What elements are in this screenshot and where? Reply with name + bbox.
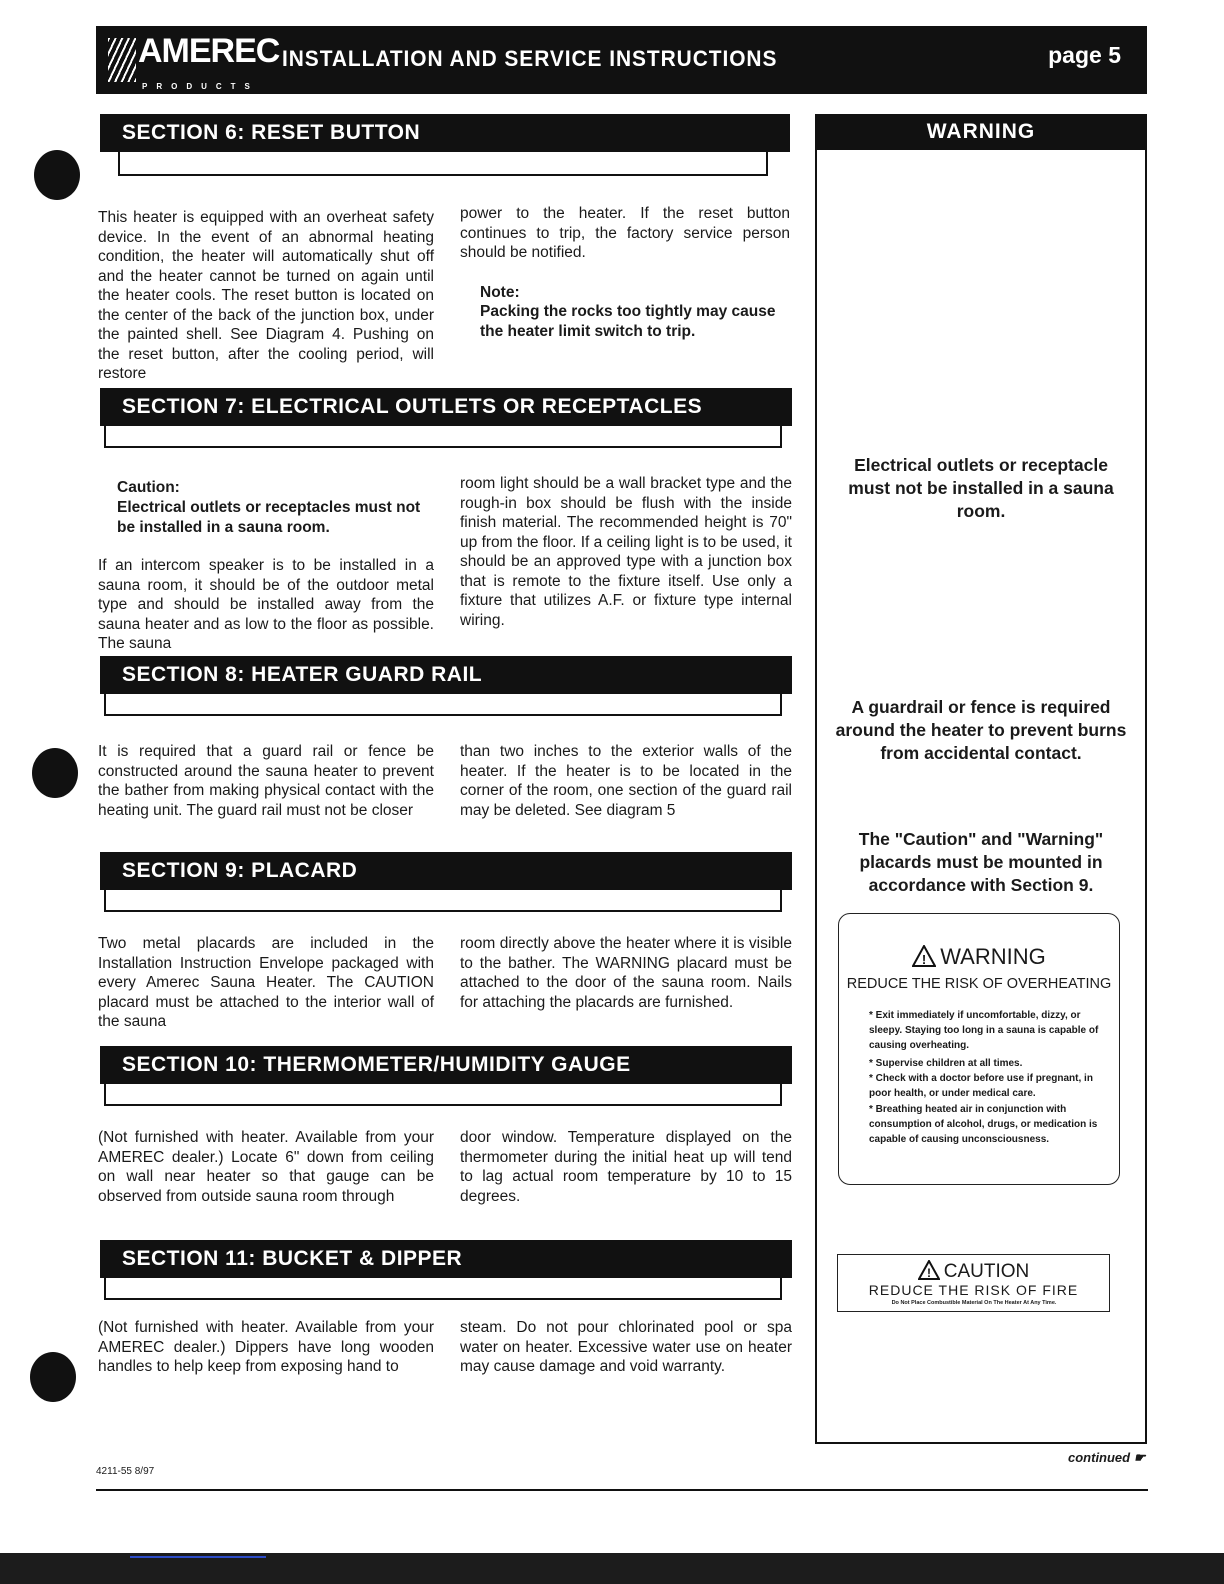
warning-placard-title: WARNING	[940, 944, 1046, 969]
caution-placard	[837, 1254, 1110, 1312]
section-7-caution-label: Caution:	[117, 479, 180, 496]
logo-text: AMEREC	[138, 32, 280, 70]
warning-placard	[838, 913, 1120, 1185]
warning-placard-subtitle: REDUCE THE RISK OF OVERHEATING	[846, 976, 1112, 992]
section-9-header: SECTION 9: PLACARD	[100, 852, 792, 890]
section-7-header: SECTION 7: ELECTRICAL OUTLETS OR RECEPTACLES	[100, 388, 792, 426]
binder-hole	[34, 150, 80, 200]
continued-text: continued	[1068, 1450, 1131, 1465]
page-header	[96, 26, 1147, 94]
continued-label	[1068, 1450, 1145, 1466]
section-10-header: SECTION 10: THERMOMETER/HUMIDITY GAUGE	[100, 1046, 792, 1084]
caution-triangle-icon	[918, 1260, 940, 1280]
section-10-rule	[104, 1082, 782, 1106]
svg-text:!: !	[926, 1266, 931, 1280]
section-8-rule	[104, 692, 782, 716]
section-11-text-col1: (Not furnished with heater. Available from your AMEREC dealer.) Dippers have long wooden handles to help keep from exposing hand to	[98, 1319, 434, 1375]
warning-note-guardrail: A guardrail or fence is required around the heater to prevent burns from accidental contact.	[835, 697, 1127, 763]
section-6-note-text: Packing the rocks too tightly may cause the heater limit switch to trip.	[480, 303, 776, 340]
warning-note-outlets: Electrical outlets or receptacle must not be installed in a sauna room.	[848, 455, 1114, 521]
svg-text:!: !	[922, 952, 927, 967]
warning-panel-title: WARNING	[815, 114, 1147, 150]
warning-triangle-icon	[912, 945, 936, 967]
section-6-header: SECTION 6: RESET BUTTON	[100, 114, 790, 152]
warning-placard-item: * Breathing heated air in conjunction with consumption of alcohol, drugs, or medication is capable of causing unconsciousness.	[869, 1104, 1098, 1145]
scan-edge-mark	[130, 1556, 266, 1558]
document-title: INSTALLATION AND SERVICE INSTRUCTIONS	[282, 46, 778, 71]
section-6-text-col1: This heater is equipped with an overheat safety device. In the event of an abnormal heating condition, the heater will automatically shut off and the heater cannot be turned on again until the heater cools. The reset button is located on the center of the back of the junction box, under the painted shell. See Diagram 4. Pushing on the reset button, after the cooling period, will restore	[98, 209, 434, 382]
section-8-text-col2: than two inches to the exterior walls of the heater. If the heater is to be located in the corner of the room, one section of the guard rail may be deleted. See diagram 5	[460, 743, 792, 819]
warning-panel	[815, 114, 1147, 1444]
section-6-note-label: Note:	[480, 284, 520, 301]
warning-note-placards: The "Caution" and "Warning" placards must be mounted in accordance with Section 9.	[858, 829, 1104, 895]
section-10-text-col1: (Not furnished with heater. Available from your AMEREC dealer.) Locate 6" down from ceiling on wall near heater so that gauge can be observed from outside sauna room through	[98, 1129, 434, 1205]
caution-placard-title: CAUTION	[943, 1261, 1030, 1282]
warning-placard-heading	[839, 944, 1119, 970]
footer-rule	[96, 1489, 1148, 1491]
section-9-rule	[104, 888, 782, 912]
amerec-logo	[108, 34, 278, 90]
page-number: page 5	[1048, 42, 1121, 68]
section-10-text-col2: door window. Temperature displayed on the thermometer during the initial heat up will tend to lag actual room temperature by 10 to 15 degrees.	[460, 1129, 792, 1205]
binder-hole	[30, 1352, 76, 1402]
warning-placard-item: * Check with a doctor before use if pregnant, in poor health, or under medical care.	[869, 1073, 1093, 1099]
binder-hole	[32, 748, 78, 798]
section-6-text-col2: power to the heater. If the reset button continues to trip, the factory service person should be notified.	[460, 205, 790, 261]
warning-placard-item: * Exit immediately if uncomfortable, dizzy, or sleepy. Staying too long in a sauna is capable of causing overheating.	[869, 1010, 1099, 1051]
section-8-text-col1: It is required that a guard rail or fence be constructed around the sauna heater to prevent the bather from making physical contact with the heating unit. The guard rail must not be closer	[98, 743, 434, 819]
logo-hatch-mark	[108, 38, 136, 82]
section-8-header: SECTION 8: HEATER GUARD RAIL	[100, 656, 792, 694]
document-code: 4211-55 8/97	[96, 1466, 155, 1477]
caution-placard-subtitle: REDUCE THE RISK OF FIRE	[868, 1282, 1079, 1298]
section-9-text-col1: Two metal placards are included in the Installation Instruction Envelope packaged with every Amerec Sauna Heater. The CAUTION placard must be attached to the interior wall of the sauna	[98, 935, 434, 1030]
section-9-text-col2: room directly above the heater where it is visible to the bather. The WARNING placard must be attached to the door of the sauna room. Nails for attaching the placards are furnished.	[460, 935, 792, 1011]
caution-placard-heading	[838, 1260, 1109, 1283]
section-7-text-col1: If an intercom speaker is to be installed in a sauna room, it should be of the outdoor metal type and should be installed away from the sauna heater and as low to the floor as possible. The sauna	[98, 557, 434, 652]
section-11-header: SECTION 11: BUCKET & DIPPER	[100, 1240, 792, 1278]
section-6-rule	[118, 152, 768, 176]
section-11-text-col2: steam. Do not pour chlorinated pool or spa water on heater. Excessive water use on heater may cause damage and void warranty.	[460, 1319, 792, 1375]
caution-placard-fine-print: Do Not Place Combustible Material On The Heater At Any Time.	[891, 1300, 1057, 1306]
warning-placard-item: * Supervise children at all times.	[869, 1058, 1023, 1069]
section-7-caution-text: Electrical outlets or receptacles must not be installed in a sauna room.	[117, 499, 421, 536]
section-7-rule	[104, 424, 782, 448]
pointing-hand-icon: ☛	[1133, 1450, 1146, 1465]
logo-subtext: PRODUCTS	[142, 82, 259, 91]
section-7-text-col2: room light should be a wall bracket type and the rough-in box should be flush with the inside finish material. The recommended height is 70" up from the floor. If a ceiling light is to be used, it should be an approved type with a junction box that is remote to the fixture itself. Use only a fixture that utilizes A.F. or fixture type internal wiring.	[460, 475, 792, 629]
section-11-rule	[104, 1276, 782, 1300]
